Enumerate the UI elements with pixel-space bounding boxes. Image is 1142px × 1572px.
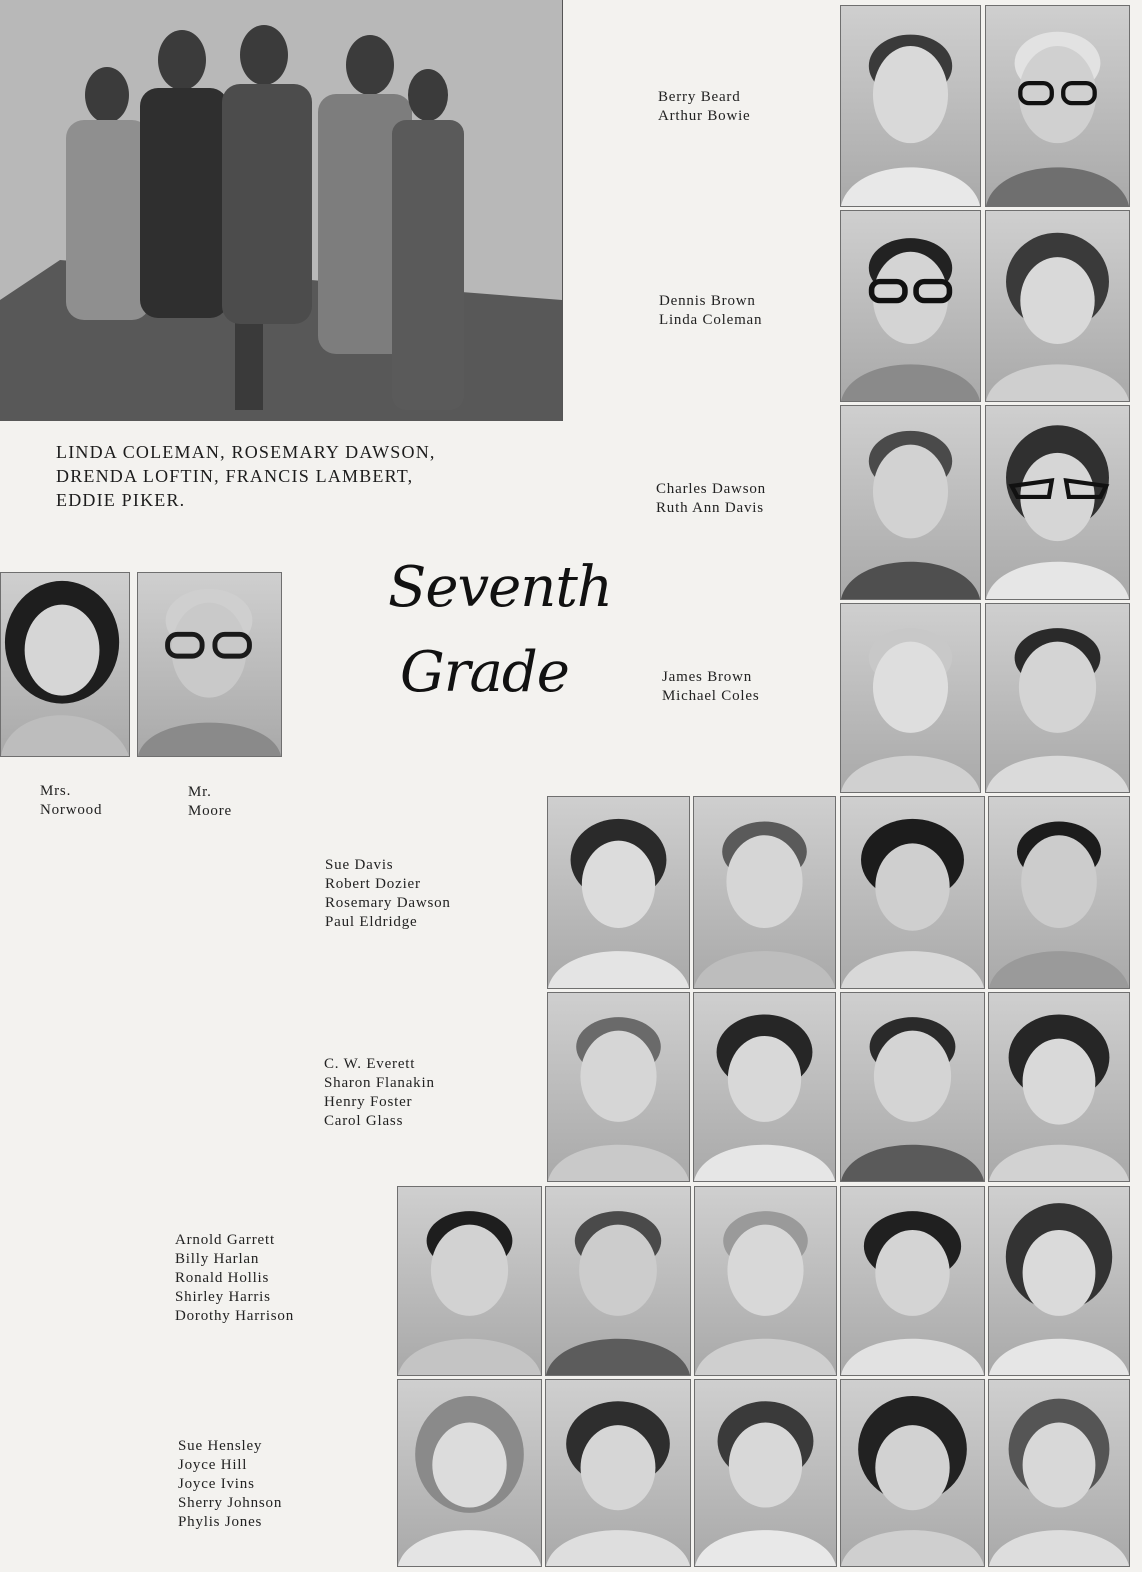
student-portrait bbox=[840, 210, 981, 402]
caption-line: LINDA COLEMAN, ROSEMARY DAWSON, bbox=[56, 442, 436, 462]
student-portrait bbox=[693, 796, 836, 989]
student-portrait bbox=[397, 1186, 542, 1376]
student-name: Henry Foster bbox=[324, 1094, 413, 1110]
student-portrait bbox=[693, 992, 836, 1182]
student-name: Dennis Brown bbox=[659, 293, 756, 309]
student-portrait bbox=[988, 992, 1130, 1182]
teacher-name: Norwood bbox=[40, 802, 103, 818]
page-title-line-2: Grade bbox=[400, 640, 569, 705]
caption-line: DRENDA LOFTIN, FRANCIS LAMBERT, bbox=[56, 466, 414, 486]
student-name: Rosemary Dawson bbox=[325, 895, 451, 911]
teacher-title: Mr. bbox=[188, 784, 212, 800]
student-name: Sue Hensley bbox=[178, 1438, 263, 1454]
student-name: Linda Coleman bbox=[659, 312, 763, 328]
student-name: Joyce Ivins bbox=[178, 1476, 255, 1492]
student-name-list bbox=[658, 88, 751, 126]
student-name: Ruth Ann Davis bbox=[656, 500, 764, 516]
student-portrait bbox=[988, 1379, 1130, 1567]
student-name: Shirley Harris bbox=[175, 1289, 271, 1305]
student-name: Sue Davis bbox=[325, 857, 394, 873]
student-portrait bbox=[547, 992, 690, 1182]
student-portrait bbox=[840, 1379, 985, 1567]
student-portrait bbox=[985, 603, 1130, 793]
student-name: Charles Dawson bbox=[656, 481, 766, 497]
student-portrait bbox=[985, 210, 1130, 402]
teacher-caption bbox=[188, 783, 232, 821]
teacher-portrait bbox=[0, 572, 130, 757]
teacher-caption bbox=[40, 782, 102, 820]
student-portrait bbox=[985, 5, 1130, 207]
page-title-line-1: Seventh bbox=[388, 555, 612, 620]
caption-line: EDDIE PIKER. bbox=[56, 490, 186, 510]
student-name: Ronald Hollis bbox=[175, 1270, 270, 1286]
student-portrait bbox=[840, 603, 981, 793]
student-name: Arnold Garrett bbox=[175, 1232, 275, 1248]
student-name: Arthur Bowie bbox=[658, 108, 751, 124]
student-name-list bbox=[324, 1055, 435, 1131]
student-portrait bbox=[545, 1379, 691, 1567]
student-name: Carol Glass bbox=[324, 1113, 404, 1129]
student-name: Robert Dozier bbox=[325, 876, 421, 892]
student-portrait bbox=[840, 1186, 985, 1376]
group-photo-caption bbox=[56, 440, 526, 512]
student-name: Sharon Flanakin bbox=[324, 1075, 435, 1091]
student-portrait bbox=[547, 796, 690, 989]
student-name-list bbox=[656, 480, 766, 518]
student-portrait bbox=[694, 1186, 837, 1376]
student-name: Dorothy Harrison bbox=[175, 1308, 295, 1324]
student-portrait bbox=[988, 1186, 1130, 1376]
student-name-list bbox=[659, 292, 762, 330]
student-portrait bbox=[694, 1379, 837, 1567]
group-photo bbox=[0, 0, 563, 421]
student-portrait bbox=[988, 796, 1130, 989]
student-portrait bbox=[840, 796, 985, 989]
student-name: James Brown bbox=[662, 669, 753, 685]
student-portrait bbox=[985, 405, 1130, 600]
student-name-list bbox=[178, 1437, 282, 1532]
student-name: C. W. Everett bbox=[324, 1056, 416, 1072]
student-name: Berry Beard bbox=[658, 89, 741, 105]
student-portrait bbox=[840, 5, 981, 207]
student-name-list bbox=[662, 668, 759, 706]
student-portrait bbox=[545, 1186, 691, 1376]
teacher-name: Moore bbox=[188, 803, 232, 819]
student-portrait bbox=[840, 992, 985, 1182]
student-name: Joyce Hill bbox=[178, 1457, 248, 1473]
teacher-portrait bbox=[137, 572, 282, 757]
student-name-list bbox=[325, 856, 451, 932]
student-portrait bbox=[397, 1379, 542, 1567]
student-name-list bbox=[175, 1231, 294, 1326]
student-name: Paul Eldridge bbox=[325, 914, 418, 930]
student-name: Sherry Johnson bbox=[178, 1495, 283, 1511]
student-portrait bbox=[840, 405, 981, 600]
student-name: Billy Harlan bbox=[175, 1251, 260, 1267]
teacher-title: Mrs. bbox=[40, 783, 72, 799]
student-name: Michael Coles bbox=[662, 688, 760, 704]
student-name: Phylis Jones bbox=[178, 1514, 263, 1530]
